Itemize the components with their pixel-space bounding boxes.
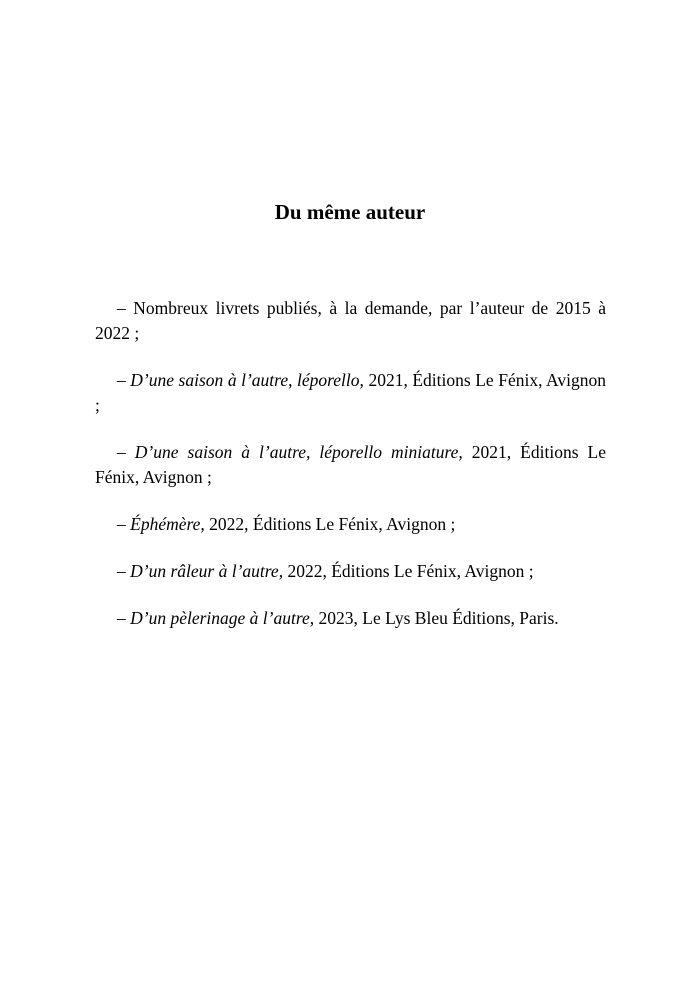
- book-title: – D’une saison à l’autre, léporello miniature,: [117, 442, 463, 462]
- book-details: 2021, Éditions Le Fénix, Avignon ;: [95, 442, 606, 487]
- list-item: [95, 440, 606, 490]
- book-title: – D’un pèlerinage à l’autre,: [117, 608, 315, 628]
- list-item: [95, 512, 606, 537]
- book-details: 2021, Éditions Le Fénix, Avignon ;: [95, 370, 606, 415]
- book-details: 2022, Éditions Le Fénix, Avignon ;: [283, 561, 534, 581]
- book-details: – Nombreux livrets publiés, à la demande, par l’auteur de 2015 à 2022 ;: [95, 298, 606, 343]
- book-title: – D’une saison à l’autre, léporello,: [117, 370, 364, 390]
- list-item: [95, 296, 606, 346]
- page-title: Du même auteur: [274, 200, 426, 224]
- list-item: [95, 368, 606, 418]
- book-details: 2023, Le Lys Bleu Éditions, Paris.: [314, 608, 559, 628]
- bibliography-list: [95, 296, 606, 653]
- book-title: – D’un râleur à l’autre,: [117, 561, 284, 581]
- book-details: 2022, Éditions Le Fénix, Avignon ;: [204, 514, 456, 534]
- book-title: – Éphémère,: [117, 514, 205, 534]
- list-item: [95, 606, 606, 631]
- list-item: [95, 559, 606, 584]
